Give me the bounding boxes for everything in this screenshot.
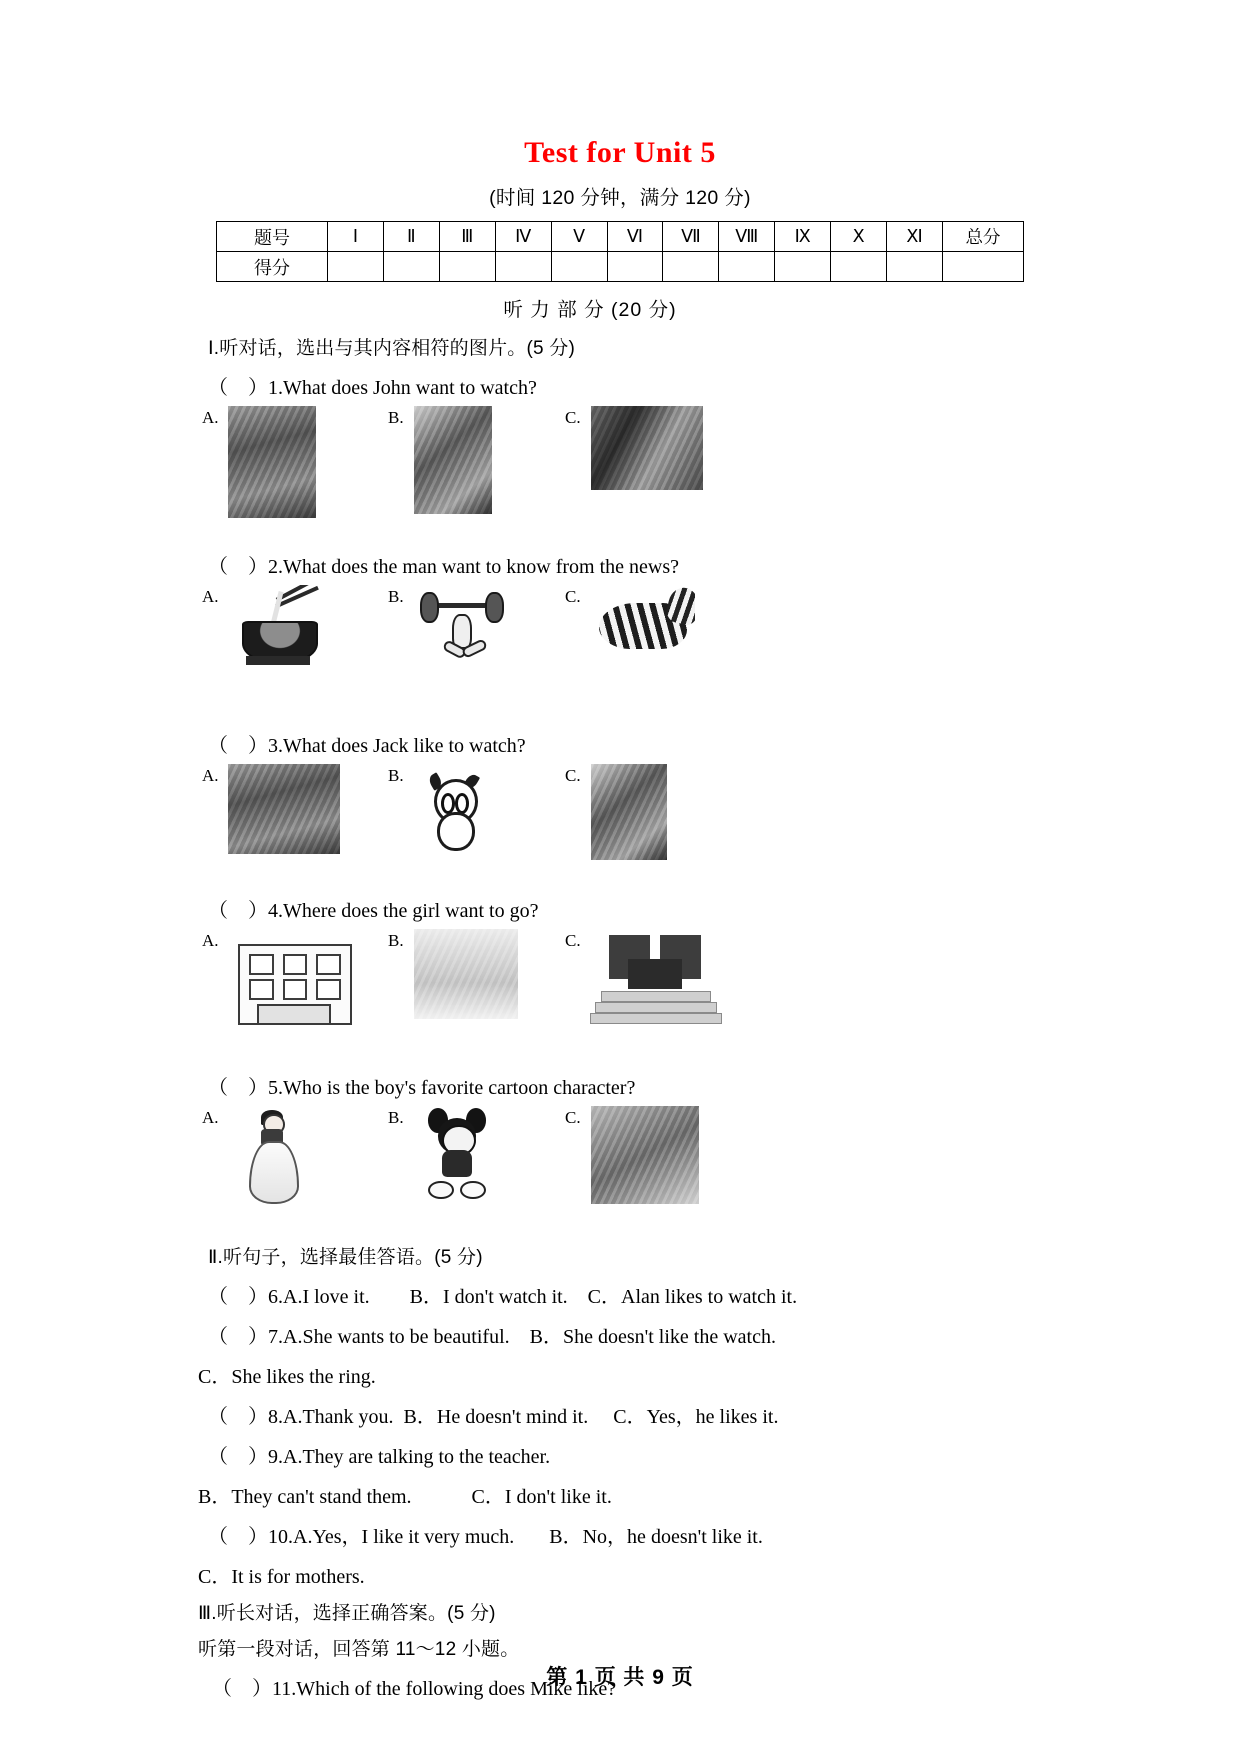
row-label-question-no: 题号: [217, 222, 328, 252]
question-4-prefix[interactable]: （ ）4.: [208, 900, 283, 922]
hospital-building-image: [414, 929, 518, 1019]
row-label-score: 得分: [217, 252, 328, 282]
noodle-bowl-image: [228, 585, 328, 681]
question-4-stem: Where does the girl want to go?: [283, 900, 539, 922]
col-header-11: Ⅺ: [887, 222, 943, 252]
pleasant-goat-cartoon-image: [414, 764, 492, 860]
part2-item-9-cont[interactable]: B．They can't stand them. C．I don't like it.: [198, 1486, 612, 1508]
col-header-3: Ⅲ: [439, 222, 495, 252]
part1-heading: Ⅰ.听对话，选出与其内容相符的图片。(5 分): [208, 338, 575, 359]
score-cell-total[interactable]: [943, 252, 1024, 282]
table-row-question-numbers: [217, 222, 1024, 252]
col-header-4: Ⅳ: [495, 222, 551, 252]
score-cell-9[interactable]: [775, 252, 831, 282]
part2-heading: Ⅱ.听句子，选择最佳答语。(5 分): [208, 1247, 483, 1268]
score-cell-8[interactable]: [719, 252, 775, 282]
col-header-6: Ⅵ: [607, 222, 663, 252]
happy-camp-tv-show-poster-image: [228, 764, 340, 854]
score-cell-7[interactable]: [663, 252, 719, 282]
question-2-options: [200, 585, 1240, 703]
score-cell-6[interactable]: [607, 252, 663, 282]
option-letter: C.: [565, 766, 581, 785]
col-header-9: Ⅸ: [775, 222, 831, 252]
score-cell-3[interactable]: [439, 252, 495, 282]
weightlifter-image: [414, 585, 510, 689]
score-cell-11[interactable]: [887, 252, 943, 282]
score-table: [216, 221, 1024, 282]
part3-item-11[interactable]: （ ）11.Which of the following does Mike like?: [212, 1678, 617, 1700]
question-3-prefix[interactable]: （ ）3.: [208, 735, 283, 757]
page-footer: 第 1 页 共 9 页: [546, 1666, 694, 1689]
cartoon-pig-poster-image: [228, 406, 316, 518]
option-letter: A.: [202, 1108, 219, 1127]
option-letter: C.: [565, 587, 581, 606]
option-letter: B.: [388, 587, 404, 606]
tv-news-studio-image: [591, 406, 703, 490]
col-header-10: Ⅹ: [831, 222, 887, 252]
part2-item-6[interactable]: （ ）6.A.I love it. B．I don't watch it. C．Alan likes to watch it.: [208, 1286, 798, 1308]
part2-item-10[interactable]: （ ）10.A.Yes，I like it very much. B．No，he doesn't like it.: [208, 1526, 763, 1548]
question-1-prefix[interactable]: （ ）1.: [208, 377, 283, 399]
col-header-5: Ⅴ: [551, 222, 607, 252]
score-cell-5[interactable]: [551, 252, 607, 282]
part2-item-8[interactable]: （ ）8.A.Thank you. B．He doesn't mind it. C．Yes，he likes it.: [208, 1406, 779, 1428]
lion-king-image: [591, 1106, 699, 1204]
zebra-image: [591, 585, 695, 667]
exam-subtitle: (时间 120 分钟，满分 120 分): [489, 187, 751, 209]
col-header-7: Ⅶ: [663, 222, 719, 252]
mickey-mouse-image: [414, 1106, 500, 1210]
col-header-total: 总分: [943, 222, 1024, 252]
option-letter: A.: [202, 931, 219, 950]
question-5-prefix[interactable]: （ ）5.: [208, 1077, 283, 1099]
page-title: Test for Unit 5: [524, 136, 716, 169]
score-table-wrapper: [0, 221, 1240, 282]
part3-dialogue-note: 听第一段对话，回答第 11～12 小题。: [198, 1639, 520, 1660]
option-letter: B.: [388, 408, 404, 427]
tv-drama-poster-image: [591, 764, 667, 860]
col-header-2: Ⅱ: [383, 222, 439, 252]
option-letter: B.: [388, 1108, 404, 1127]
question-2-stem: What does the man want to know from the news?: [283, 556, 680, 578]
question-1-options: [200, 406, 1240, 524]
question-1-text: [208, 371, 1240, 400]
question-1-stem: What does John want to watch?: [283, 377, 537, 399]
question-3-text: [208, 729, 1240, 758]
col-header-8: Ⅷ: [719, 222, 775, 252]
supermarket-building-image: [228, 929, 358, 1033]
score-cell-4[interactable]: [495, 252, 551, 282]
question-5-options: [200, 1106, 1240, 1218]
score-cell-2[interactable]: [383, 252, 439, 282]
part2-item-7[interactable]: （ ）7.A.She wants to be beautiful. B．She doesn't like the watch.: [208, 1326, 776, 1348]
question-4-text: [208, 894, 1240, 923]
option-letter: A.: [202, 766, 219, 785]
option-letter: B.: [388, 766, 404, 785]
question-4-options: [200, 929, 1240, 1041]
option-letter: C.: [565, 931, 581, 950]
score-cell-10[interactable]: [831, 252, 887, 282]
question-3-options: [200, 764, 1240, 866]
question-2-text: [208, 550, 1240, 579]
option-letter: A.: [202, 587, 219, 606]
part3-heading: Ⅲ.听长对话，选择正确答案。(5 分): [198, 1603, 496, 1624]
listening-section-header: 听 力 部 分 (20 分): [503, 299, 677, 321]
comedy-movie-poster-image: [414, 406, 492, 514]
question-3-stem: What does Jack like to watch?: [283, 735, 526, 757]
table-row-scores: [217, 252, 1024, 282]
snow-white-image: [228, 1106, 316, 1210]
question-5-stem: Who is the boy's favorite cartoon character?: [283, 1077, 636, 1099]
option-letter: A.: [202, 408, 219, 427]
part2-item-7-cont[interactable]: C．She likes the ring.: [198, 1366, 376, 1388]
option-letter: B.: [388, 931, 404, 950]
col-header-1: Ⅰ: [328, 222, 384, 252]
cinema-building-image: [587, 929, 723, 1029]
part2-item-9[interactable]: （ ）9.A.They are talking to the teacher.: [208, 1446, 551, 1468]
option-letter: C.: [565, 1108, 581, 1127]
option-letter: C.: [565, 408, 581, 427]
part2-item-10-cont[interactable]: C．It is for mothers.: [198, 1566, 365, 1588]
score-cell-1[interactable]: [328, 252, 384, 282]
question-2-prefix[interactable]: （ ）2.: [208, 556, 283, 578]
question-5-text: [208, 1071, 1240, 1100]
